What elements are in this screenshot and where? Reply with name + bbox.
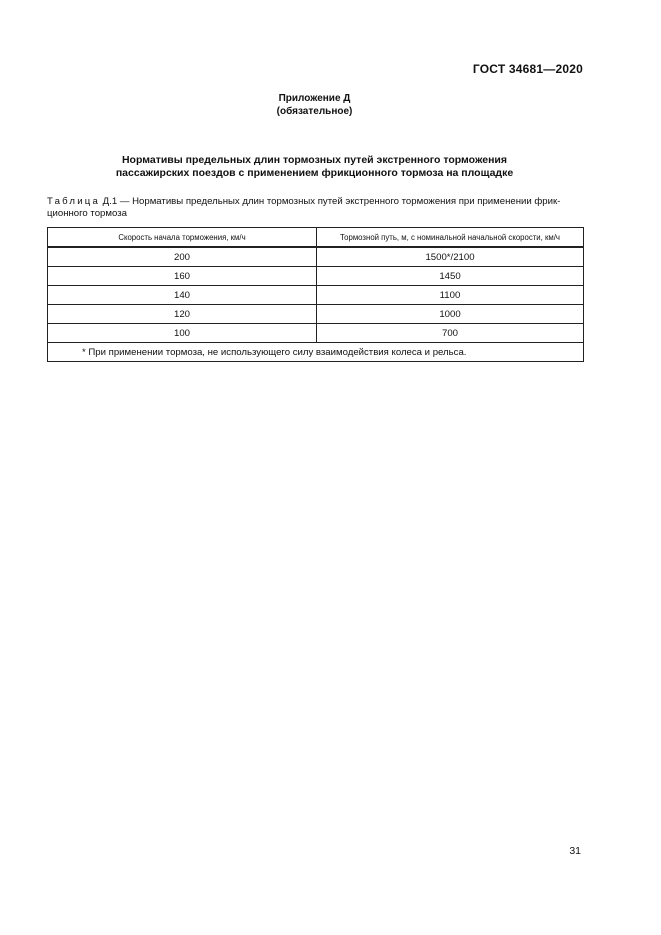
column-header-speed: Скорость начала торможения, км/ч bbox=[48, 228, 317, 248]
appendix-heading bbox=[0, 92, 629, 118]
table-footnote-row bbox=[48, 343, 584, 362]
table-row bbox=[48, 247, 584, 267]
table-row bbox=[48, 324, 584, 343]
table-caption-text: — Нормативы предельных длин тормозных путей экстренного торможения при применении фрик- bbox=[117, 196, 561, 207]
table-row bbox=[48, 286, 584, 305]
document-title-line-1: Нормативы предельных длин тормозных путей экстренного торможения bbox=[121, 154, 508, 166]
table-caption-label: Таблица bbox=[47, 196, 101, 207]
distance-cell: 1000 bbox=[317, 305, 584, 324]
table-caption bbox=[47, 196, 587, 220]
table-footnote: * При применении тормоза, не использующего силу взаимодействия колеса и рельса. bbox=[48, 343, 584, 362]
column-header-distance: Тормозной путь, м, с номинальной начальной скорости, км/ч bbox=[317, 228, 584, 248]
page-number: 31 bbox=[569, 845, 581, 857]
speed-cell: 200 bbox=[48, 247, 317, 267]
standard-number: ГОСТ 34681—2020 bbox=[472, 62, 583, 76]
speed-cell: 140 bbox=[48, 286, 317, 305]
table-header-row bbox=[48, 228, 584, 248]
document-title-line-2: пассажирских поездов с применением фрикционного тормоза на площадке bbox=[115, 167, 514, 179]
speed-cell: 100 bbox=[48, 324, 317, 343]
speed-cell: 160 bbox=[48, 267, 317, 286]
table-row bbox=[48, 305, 584, 324]
distance-cell: 1100 bbox=[317, 286, 584, 305]
appendix-status: (обязательное) bbox=[276, 106, 353, 117]
table-caption-text-continued: ционного тормоза bbox=[47, 208, 127, 219]
table-row bbox=[48, 267, 584, 286]
table-caption-number: Д.1 bbox=[100, 196, 118, 207]
distance-cell: 700 bbox=[317, 324, 584, 343]
appendix-title: Приложение Д bbox=[278, 93, 351, 104]
document-title bbox=[0, 154, 629, 180]
speed-cell: 120 bbox=[48, 305, 317, 324]
distance-cell: 1450 bbox=[317, 267, 584, 286]
distance-cell: 1500*/2100 bbox=[317, 247, 584, 267]
braking-distance-table bbox=[47, 227, 584, 362]
